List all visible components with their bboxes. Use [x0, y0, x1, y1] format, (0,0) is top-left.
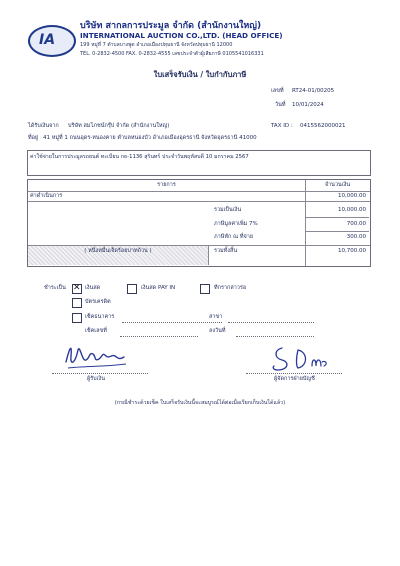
company-name-en: INTERNATIONAL AUCTION CO.,LTD. (HEAD OFFICE) [80, 31, 283, 40]
receiver-signature-line [52, 373, 148, 374]
address-label: ที่อยู่ [28, 135, 39, 141]
withholding-label: ภาษีหัก ณ ที่จ่าย [214, 234, 254, 240]
payment-cash-label: เงินสด [85, 285, 101, 291]
row-item: ค่าดำเนินการ [30, 193, 63, 199]
cheque-number-label: เช็คเลขที่ [85, 328, 107, 334]
company-address: 199 หมู่ที่ 7 ตำบลบางพูด อำเภอเมืองปทุมธานี จังหวัดปทุมธานี 12000 [80, 42, 233, 48]
row-amount: 10,000.00 [338, 193, 366, 199]
receiver-label: ผู้รับเงิน [87, 376, 105, 382]
document-number-label: เลขที่ [271, 88, 284, 94]
branch-field[interactable] [228, 322, 314, 323]
subtotal-divider [306, 217, 369, 218]
document-title: ใบเสร็จรับเงิน / ใบกำกับภาษี [153, 70, 247, 79]
company-contact: TEL. 0-2832-4500 FAX. 0-2832-4555 เลขประจำตัวผู้เสียภาษี 0105541016331 [80, 51, 264, 57]
payment-payin-label: เงินสด PAY IN [141, 285, 176, 291]
withholding-amount: 300.00 [346, 234, 366, 240]
grand-total-label: รวมทั้งสิ้น [214, 248, 238, 254]
document-date: 10/01/2024 [292, 102, 324, 108]
payment-transfer-label: ทีกรากล่าวร่อ [214, 285, 247, 291]
remark-text: ค่าใช้จ่ายในการประมูลรถยนต์ ทะเบียน กธ-1136 สุรินทร์ ประจำวันพฤหัสบดี 10 มกราคม 2567 [30, 154, 249, 160]
payment-credit-card-label: บัตรเครดิต [85, 299, 111, 305]
branch-label: สาขา [209, 314, 223, 320]
company-name-th: บริษัท สากลการประมูล จำกัด (สำนักงานใหญ่) [80, 21, 262, 31]
customer-tax-id: 0415562000021 [300, 123, 346, 129]
receiver-signature [62, 340, 132, 374]
payment-payin-checkbox[interactable] [127, 284, 137, 294]
checkmark-icon: ✕ [73, 283, 81, 293]
table-header-divider [28, 191, 370, 192]
bank-name-field[interactable] [122, 322, 222, 323]
vat-amount: 700.00 [346, 221, 366, 227]
words-divider [208, 246, 209, 265]
table-row-divider [28, 201, 370, 202]
vat-divider [306, 231, 369, 232]
payment-cash-checkbox[interactable] [72, 284, 82, 294]
payment-transfer-checkbox[interactable] [200, 284, 210, 294]
cheque-date-label: ลงวันที่ [209, 328, 226, 334]
customer-address: 41 หมู่ที่ 1 ถนนอุดร-หนองคาย ตำบลหนองบัว อำเภอเมืองอุดรธานี จังหวัดอุดรธานี 41000 [43, 135, 257, 141]
company-logo [28, 25, 76, 57]
subtotal-amount: 10,000.00 [338, 207, 366, 213]
grand-total-amount: 10,700.00 [338, 248, 366, 254]
customer-name: บริษัท สมโภชน์กรุ๊ป จำกัด (สำนักงานใหญ่) [68, 123, 170, 129]
payment-label: ชำระเป็น [44, 285, 66, 291]
cheque-number-field[interactable] [120, 336, 198, 337]
document-date-label: วันที่ [275, 102, 286, 108]
tax-id-label: TAX ID : [271, 123, 293, 129]
column-header-amount: จำนวนเงิน [324, 182, 351, 188]
payment-credit-card-checkbox[interactable] [72, 298, 82, 308]
payment-cheque-checkbox[interactable] [72, 313, 82, 323]
vat-label: ภาษีมูลค่าเพิ่ม 7% [214, 221, 258, 227]
cheque-footnote: (กรณีชำระด้วยเช็ค ใบเสร็จรับเงินนี้จะสมบูรณ์ได้ต่อเมื่อเรียกเก็บเงินได้แล้ว) [114, 400, 286, 406]
payment-cheque-label: เช็คธนาคาร [85, 314, 115, 320]
subtotal-label: รวมเป็นเงิน [214, 207, 242, 213]
authorized-signature [268, 340, 330, 374]
company-logo-text: IA [39, 32, 56, 48]
cheque-date-field[interactable] [236, 336, 314, 337]
received-from-label: ได้รับเงินจาก [28, 123, 59, 129]
document-number: RT24-01/00205 [292, 88, 335, 94]
authorized-label: ผู้จัดการฝ่ายบัญชี [274, 376, 315, 382]
amount-in-words: ( หนึ่งหมื่นเจ็ดร้อยบาทถ้วน ) [84, 248, 152, 254]
column-header-item: รายการ [157, 182, 176, 188]
authorized-signature-line [246, 373, 342, 374]
